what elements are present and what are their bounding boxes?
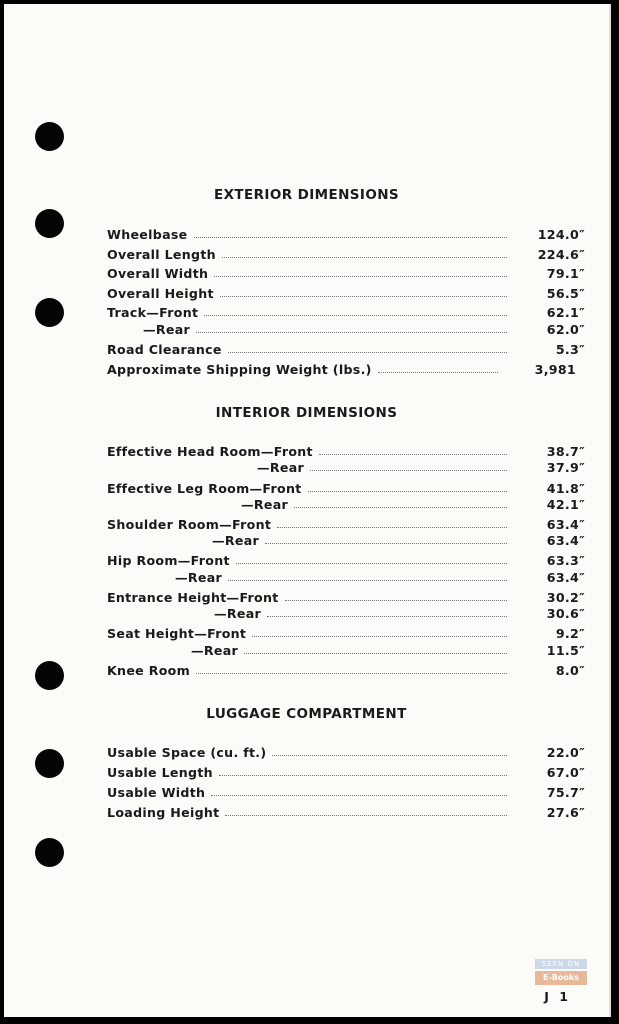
spec-value: 62.1 ″ <box>513 305 585 320</box>
spec-value: 30.2 ″ <box>513 590 585 605</box>
spec-value: 38.7 ″ <box>513 444 585 459</box>
spec-value: 75.7 ″ <box>513 785 585 800</box>
spec-label: Usable Space (cu. ft.) <box>107 745 267 760</box>
spec-label: Overall Width <box>107 266 209 281</box>
spec-row-entrance-height-rear <box>107 603 585 621</box>
spec-row-hip-room-rear <box>107 567 585 585</box>
binder-hole <box>35 298 64 327</box>
dot-leader <box>319 454 507 455</box>
spec-label: Road Clearance <box>107 342 222 357</box>
spec-row-usable-width <box>107 782 585 800</box>
dot-leader <box>310 470 507 471</box>
dot-leader <box>265 543 507 544</box>
spec-label: Wheelbase <box>107 227 188 242</box>
spec-value: 42.1 ″ <box>513 497 585 512</box>
interior-dimensions-heading: INTERIOR DIMENSIONS <box>215 405 398 421</box>
dot-leader <box>225 815 507 816</box>
spec-row-overall-height <box>107 283 585 301</box>
spec-label: Overall Length <box>107 247 216 262</box>
spec-value: 63.4 ″ <box>513 570 585 585</box>
spec-label: Hip Room—Front <box>107 553 230 568</box>
spec-value: 56.5 ″ <box>513 286 585 301</box>
spec-value: 11.5 ″ <box>513 643 585 658</box>
binder-hole <box>35 122 64 151</box>
spec-label: Knee Room <box>107 663 191 678</box>
spec-label: Track—Front <box>107 305 199 320</box>
spec-value: 37.9 ″ <box>513 460 585 475</box>
spec-value: 79.1 ″ <box>513 266 585 281</box>
spec-label: Approximate Shipping Weight (lbs.) <box>107 362 372 377</box>
spec-label: Shoulder Room—Front <box>107 517 272 532</box>
dot-leader <box>308 491 507 492</box>
dot-leader <box>211 795 507 796</box>
watermark-badge <box>535 959 587 993</box>
spec-label: —Rear <box>214 606 262 621</box>
spec-row-overall-length <box>107 244 585 262</box>
spec-row-track-front <box>107 302 585 320</box>
binder-hole <box>35 749 64 778</box>
binder-hole <box>35 209 64 238</box>
spec-label: Effective Head Room—Front <box>107 444 313 459</box>
spec-row-usable-space <box>107 742 585 760</box>
dot-leader <box>204 315 507 316</box>
spec-row-overall-width <box>107 263 585 281</box>
spec-value: 124.0 ″ <box>513 227 585 242</box>
spec-row-leg-room-rear <box>107 494 585 512</box>
dot-leader <box>220 296 507 297</box>
watermark-line1: SEEN ON <box>535 959 587 969</box>
spec-row-seat-height-rear <box>107 640 585 658</box>
dot-leader <box>272 755 507 756</box>
spec-row-hip-room-front <box>107 550 585 568</box>
spec-value: 8.0 ″ <box>513 663 585 678</box>
dot-leader <box>219 775 507 776</box>
spec-value: 22.0 ″ <box>513 745 585 760</box>
spec-row-knee-room <box>107 660 585 678</box>
page-number: J 1 <box>544 989 571 1004</box>
spec-value: 224.6 ″ <box>513 247 585 262</box>
binder-hole <box>35 838 64 867</box>
spec-label: Loading Height <box>107 805 220 820</box>
spec-row-usable-length <box>107 762 585 780</box>
spec-row-head-room-rear <box>107 457 585 475</box>
spec-row-seat-height-front <box>107 623 585 641</box>
exterior-dimensions-heading: EXTERIOR DIMENSIONS <box>213 187 400 203</box>
dot-leader <box>294 507 507 508</box>
dot-leader <box>378 372 498 373</box>
spec-value: 9.2 ″ <box>513 626 585 641</box>
spec-value: 63.3 ″ <box>513 553 585 568</box>
spec-row-shipping-weight <box>107 359 585 377</box>
spec-row-road-clearance <box>107 339 585 357</box>
dot-leader <box>222 257 507 258</box>
spec-value: 30.6 ″ <box>513 606 585 621</box>
spec-value: 27.6 ″ <box>513 805 585 820</box>
spec-label: —Rear <box>143 322 191 337</box>
dot-leader <box>228 580 507 581</box>
dot-leader <box>236 563 507 564</box>
watermark-line2: E-Books <box>535 971 587 985</box>
spec-row-wheelbase <box>107 224 585 242</box>
dot-leader <box>285 600 507 601</box>
spec-label: —Rear <box>241 497 289 512</box>
spec-value: 63.4 ″ <box>513 517 585 532</box>
spec-value: 63.4 ″ <box>513 533 585 548</box>
spec-label: —Rear <box>212 533 260 548</box>
spec-page <box>4 4 611 1017</box>
dot-leader <box>228 352 507 353</box>
dot-leader <box>196 673 507 674</box>
spec-label: Overall Height <box>107 286 214 301</box>
spec-label: Usable Length <box>107 765 213 780</box>
dot-leader <box>194 237 507 238</box>
dot-leader <box>196 332 507 333</box>
dot-leader <box>277 527 507 528</box>
spec-label: Seat Height—Front <box>107 626 247 641</box>
spec-row-shoulder-room-rear <box>107 530 585 548</box>
spec-value: 3,981 <box>534 362 576 377</box>
spec-label: Usable Width <box>107 785 206 800</box>
dot-leader <box>252 636 507 637</box>
dot-leader <box>244 653 507 654</box>
spec-label: —Rear <box>175 570 223 585</box>
spec-value: 67.0 ″ <box>513 765 585 780</box>
spec-value: 5.3 ″ <box>513 342 585 357</box>
spec-row-track-rear <box>107 319 585 337</box>
dot-leader <box>214 276 507 277</box>
spec-label: —Rear <box>191 643 239 658</box>
spec-row-loading-height <box>107 802 585 820</box>
luggage-compartment-heading: LUGGAGE COMPARTMENT <box>206 706 407 722</box>
spec-label: Effective Leg Room—Front <box>107 481 302 496</box>
spec-value: 62.0 ″ <box>513 322 585 337</box>
binder-hole <box>35 661 64 690</box>
dot-leader <box>267 616 507 617</box>
spec-label: —Rear <box>257 460 305 475</box>
spec-label: Entrance Height—Front <box>107 590 279 605</box>
spec-value: 41.8 ″ <box>513 481 585 496</box>
